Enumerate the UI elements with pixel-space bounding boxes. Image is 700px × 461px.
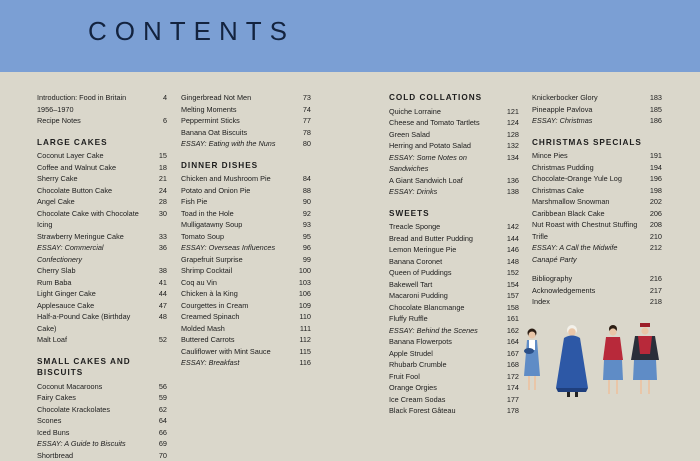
- toc-entry-title: Iced Buns: [37, 427, 149, 439]
- toc-entry-page: 41: [149, 277, 167, 289]
- toc-column-2: [181, 92, 311, 369]
- toc-entry-page: 64: [149, 415, 167, 427]
- toc-entry-title: Christmas Pudding: [532, 162, 644, 174]
- toc-entry-page: 115: [293, 346, 311, 358]
- nurse-with-baby-figure: [524, 329, 540, 391]
- toc-entry-page: 92: [293, 208, 311, 220]
- toc-entry-page: 148: [501, 256, 519, 268]
- toc-entry-title: Shortbread: [37, 450, 149, 461]
- toc-entry-page: 194: [644, 162, 662, 174]
- toc-entry: [389, 394, 519, 406]
- toc-entry-page: 146: [501, 244, 519, 256]
- toc-entry: [532, 150, 662, 162]
- toc-entry-title: Caribbean Black Cake: [532, 208, 644, 220]
- toc-entry-page: 206: [644, 208, 662, 220]
- toc-entry: [389, 233, 519, 245]
- toc-entry: [389, 244, 519, 256]
- toc-entry-page: 69: [149, 438, 167, 450]
- toc-entry-title: ESSAY: Behind the Scenes: [389, 325, 501, 337]
- midwives-illustration: [520, 318, 670, 423]
- toc-entry-title: Nut Roast with Chestnut Stuffing: [532, 219, 644, 231]
- toc-entry-page: 47: [149, 300, 167, 312]
- toc-entry-page: 106: [293, 288, 311, 300]
- toc-entry-page: 6: [149, 115, 167, 127]
- toc-entry-title: Potato and Onion Pie: [181, 185, 293, 197]
- toc-entry: [389, 267, 519, 279]
- toc-entry-page: 178: [501, 405, 519, 417]
- toc-entry: [37, 277, 167, 289]
- toc-entry: [37, 381, 167, 393]
- toc-entry-title: ESSAY: Commercial Confectionery: [37, 242, 149, 265]
- toc-entry-title: ESSAY: Christmas: [532, 115, 644, 127]
- toc-entry: [389, 152, 519, 175]
- toc-entry-title: ESSAY: Drinks: [389, 186, 501, 198]
- toc-entry-page: 90: [293, 196, 311, 208]
- toc-entry: [37, 404, 167, 416]
- toc-entry-page: 216: [644, 273, 662, 285]
- toc-entry: [37, 311, 167, 334]
- toc-entry: [181, 138, 311, 150]
- toc-entry: [37, 208, 167, 231]
- toc-entry-title: Buttered Carrots: [181, 334, 293, 346]
- toc-entry: [389, 175, 519, 187]
- toc-entry-title: Fluffy Ruffle: [389, 313, 501, 325]
- toc-entry: [389, 359, 519, 371]
- toc-entry-page: 124: [501, 117, 519, 129]
- toc-entry-page: 177: [501, 394, 519, 406]
- spacer: [532, 265, 662, 273]
- toc-entry-title: Recipe Notes: [37, 115, 149, 127]
- toc-entry-page: 144: [501, 233, 519, 245]
- toc-entry-page: 99: [293, 254, 311, 266]
- toc-entry-title: Mulligatawny Soup: [181, 219, 293, 231]
- toc-entry-title: Mince Pies: [532, 150, 644, 162]
- toc-entry-title: Angel Cake: [37, 196, 149, 208]
- toc-entry: [181, 219, 311, 231]
- toc-entry-page: 186: [644, 115, 662, 127]
- toc-entry-title: Banana Oat Biscuits: [181, 127, 293, 139]
- toc-entry-page: 138: [501, 186, 519, 198]
- toc-entry-page: 100: [293, 265, 311, 277]
- toc-entry: [181, 208, 311, 220]
- toc-entry-page: 4: [149, 92, 167, 104]
- toc-entry-page: 36: [149, 242, 167, 254]
- toc-entry-title: Tomato Soup: [181, 231, 293, 243]
- toc-entry: [37, 265, 167, 277]
- toc-entry-title: Chicken and Mushroom Pie: [181, 173, 293, 185]
- toc-entry-title: Queen of Puddings: [389, 267, 501, 279]
- toc-entry-title: ESSAY: Overseas Influences: [181, 242, 293, 254]
- toc-entry-title: Gingerbread Not Men: [181, 92, 293, 104]
- toc-entry-title: Banana Coronet: [389, 256, 501, 268]
- toc-entry-page: 152: [501, 267, 519, 279]
- toc-entry-title: ESSAY: A Call the Midwife Canapé Party: [532, 242, 644, 265]
- toc-entry-page: 52: [149, 334, 167, 346]
- toc-entry: [389, 371, 519, 383]
- toc-entry-page: 44: [149, 288, 167, 300]
- toc-entry-page: 196: [644, 173, 662, 185]
- toc-entry-page: 210: [644, 231, 662, 243]
- toc-entry: [181, 242, 311, 254]
- toc-entry-title: Chocolate Blancmange: [389, 302, 501, 314]
- toc-entry-title: Bakewell Tart: [389, 279, 501, 291]
- toc-entry-page: 217: [644, 285, 662, 297]
- toc-entry-page: 78: [293, 127, 311, 139]
- toc-entry-page: 212: [644, 242, 662, 254]
- toc-entry: [389, 348, 519, 360]
- toc-entry-title: Rum Baba: [37, 277, 149, 289]
- toc-entry-title: ESSAY: Breakfast: [181, 357, 293, 369]
- toc-entry: [389, 140, 519, 152]
- toc-entry-page: 15: [149, 150, 167, 162]
- toc-entry: [389, 221, 519, 233]
- toc-entry-page: 158: [501, 302, 519, 314]
- toc-entry-page: 73: [293, 92, 311, 104]
- toc-entry-page: 56: [149, 381, 167, 393]
- toc-entry: [181, 115, 311, 127]
- toc-entry-title: Chocolate-Orange Yule Log: [532, 173, 644, 185]
- section-heading: LARGE CAKES: [37, 137, 167, 149]
- toc-entry-title: Bibliography: [532, 273, 644, 285]
- toc-entry-page: 174: [501, 382, 519, 394]
- toc-entry-title: Scones: [37, 415, 149, 427]
- toc-entry-page: 96: [293, 242, 311, 254]
- toc-entry: [532, 242, 662, 265]
- toc-entry-page: 161: [501, 313, 519, 325]
- section-heading: CHRISTMAS SPECIALS: [532, 137, 662, 149]
- toc-entry: [389, 336, 519, 348]
- toc-entry: [181, 185, 311, 197]
- toc-entry-page: 112: [293, 334, 311, 346]
- toc-entry-title: Coconut Layer Cake: [37, 150, 149, 162]
- toc-entry: [532, 162, 662, 174]
- page-title: CONTENTS: [88, 16, 295, 47]
- toc-entry: [389, 405, 519, 417]
- toc-entry-page: 111: [293, 323, 311, 335]
- toc-entry-title: Marshmallow Snowman: [532, 196, 644, 208]
- toc-entry-page: 80: [293, 138, 311, 150]
- toc-entry: [389, 313, 519, 325]
- toc-entry: [37, 231, 167, 243]
- toc-entry: [532, 273, 662, 285]
- toc-entry-title: ESSAY: Some Notes on Sandwiches: [389, 152, 501, 175]
- toc-entry: [181, 173, 311, 185]
- toc-entry-page: 185: [644, 104, 662, 116]
- toc-entry: [181, 323, 311, 335]
- toc-entry-title: Shrimp Cocktail: [181, 265, 293, 277]
- toc-entry-page: 93: [293, 219, 311, 231]
- toc-entry: [37, 173, 167, 185]
- toc-entry-page: 84: [293, 173, 311, 185]
- toc-entry: [532, 231, 662, 243]
- toc-entry: [532, 196, 662, 208]
- toc-entry: [532, 92, 662, 104]
- toc-entry-page: 136: [501, 175, 519, 187]
- toc-entry-page: 18: [149, 162, 167, 174]
- toc-entry: [181, 334, 311, 346]
- toc-entry-title: Cherry Slab: [37, 265, 149, 277]
- toc-entry: [532, 285, 662, 297]
- toc-entry-page: 103: [293, 277, 311, 289]
- toc-entry: [389, 129, 519, 141]
- toc-entry-title: Coq au Vin: [181, 277, 293, 289]
- toc-entry: [37, 242, 167, 265]
- toc-entry-page: 59: [149, 392, 167, 404]
- toc-entry: [389, 290, 519, 302]
- toc-entry-title: Half-a-Pound Cake (Birthday Cake): [37, 311, 149, 334]
- toc-entry-title: Bread and Butter Pudding: [389, 233, 501, 245]
- toc-entry: [181, 127, 311, 139]
- toc-entry: [37, 115, 167, 127]
- toc-entry: [37, 162, 167, 174]
- toc-entry-title: Banana Flowerpots: [389, 336, 501, 348]
- toc-entry-title: Molded Mash: [181, 323, 293, 335]
- toc-entry: [389, 106, 519, 118]
- toc-entry-title: Fish Pie: [181, 196, 293, 208]
- toc-entry-title: Chocolate Cake with Chocolate Icing: [37, 208, 149, 231]
- toc-entry-page: 128: [501, 129, 519, 141]
- toc-entry-title: Apple Strudel: [389, 348, 501, 360]
- toc-entry-title: Cauliflower with Mint Sauce: [181, 346, 293, 358]
- toc-entry-page: 154: [501, 279, 519, 291]
- toc-entry-page: 21: [149, 173, 167, 185]
- header-banner: [0, 0, 700, 72]
- toc-entry-page: 208: [644, 219, 662, 231]
- toc-entry-title: Creamed Spinach: [181, 311, 293, 323]
- section-heading: SMALL CAKES AND BISCUITS: [37, 356, 167, 379]
- section-heading: SWEETS: [389, 208, 519, 220]
- toc-entry-title: Pineapple Pavlova: [532, 104, 644, 116]
- toc-entry-page: 121: [501, 106, 519, 118]
- toc-entry-title: Herring and Potato Salad: [389, 140, 501, 152]
- toc-entry-title: Black Forest Gâteau: [389, 405, 501, 417]
- toc-entry-page: 164: [501, 336, 519, 348]
- toc-entry: [37, 427, 167, 439]
- toc-entry: [37, 415, 167, 427]
- toc-entry: [532, 185, 662, 197]
- toc-entry-page: 66: [149, 427, 167, 439]
- toc-entry-page: 116: [293, 357, 311, 369]
- toc-entry-page: 28: [149, 196, 167, 208]
- toc-entry: [37, 92, 167, 115]
- toc-entry-page: 88: [293, 185, 311, 197]
- toc-entry: [37, 392, 167, 404]
- toc-entry-page: 95: [293, 231, 311, 243]
- toc-entry-title: Quiche Lorraine: [389, 106, 501, 118]
- toc-entry: [181, 254, 311, 266]
- toc-entry-title: Chocolate Button Cake: [37, 185, 149, 197]
- toc-entry-title: Melting Moments: [181, 104, 293, 116]
- toc-entry-title: Cheese and Tomato Tartlets: [389, 117, 501, 129]
- toc-entry: [389, 186, 519, 198]
- toc-entry-page: 162: [501, 325, 519, 337]
- toc-entry-title: Sherry Cake: [37, 173, 149, 185]
- toc-entry-title: Coconut Macaroons: [37, 381, 149, 393]
- toc-entry: [37, 450, 167, 461]
- toc-column-1: [37, 92, 167, 461]
- toc-entry: [532, 208, 662, 220]
- toc-entry-title: Ice Cream Sodas: [389, 394, 501, 406]
- toc-entry: [37, 185, 167, 197]
- toc-entry: [389, 117, 519, 129]
- toc-entry-page: 132: [501, 140, 519, 152]
- toc-entry-page: 24: [149, 185, 167, 197]
- toc-entry: [532, 115, 662, 127]
- toc-entry: [181, 104, 311, 116]
- toc-entry-page: 33: [149, 231, 167, 243]
- toc-entry: [532, 296, 662, 308]
- toc-entry: [389, 382, 519, 394]
- toc-entry-page: 198: [644, 185, 662, 197]
- toc-entry-page: 62: [149, 404, 167, 416]
- toc-entry-title: Index: [532, 296, 644, 308]
- toc-entry: [181, 265, 311, 277]
- toc-entry: [181, 92, 311, 104]
- toc-entry-title: A Giant Sandwich Loaf: [389, 175, 501, 187]
- toc-entry-page: 30: [149, 208, 167, 220]
- toc-entry: [181, 357, 311, 369]
- toc-entry-title: ESSAY: A Guide to Biscuits: [37, 438, 149, 450]
- toc-entry-page: 77: [293, 115, 311, 127]
- toc-entry-title: Green Salad: [389, 129, 501, 141]
- toc-entry-title: Acknowledgements: [532, 285, 644, 297]
- toc-entry-page: 157: [501, 290, 519, 302]
- nurse-red-cardigan-figure: [603, 325, 623, 394]
- toc-entry: [37, 334, 167, 346]
- toc-entry: [181, 196, 311, 208]
- toc-entry-title: Orange Orgies: [389, 382, 501, 394]
- section-heading: DINNER DISHES: [181, 160, 311, 172]
- toc-entry-page: 183: [644, 92, 662, 104]
- toc-entry: [37, 196, 167, 208]
- toc-entry-title: ESSAY: Eating with the Nuns: [181, 138, 293, 150]
- toc-entry: [389, 279, 519, 291]
- toc-entry: [37, 438, 167, 450]
- toc-entry: [181, 311, 311, 323]
- toc-entry-page: 110: [293, 311, 311, 323]
- toc-entry-title: Malt Loaf: [37, 334, 149, 346]
- toc-entry-page: 167: [501, 348, 519, 360]
- toc-entry-title: Fruit Fool: [389, 371, 501, 383]
- section-heading: COLD COLLATIONS: [389, 92, 519, 104]
- toc-entry-page: 168: [501, 359, 519, 371]
- toc-entry-page: 74: [293, 104, 311, 116]
- toc-entry-title: Lemon Meringue Pie: [389, 244, 501, 256]
- toc-entry: [181, 346, 311, 358]
- toc-entry-title: Coffee and Walnut Cake: [37, 162, 149, 174]
- toc-entry-title: Courgettes in Cream: [181, 300, 293, 312]
- toc-entry-title: Knickerbocker Glory: [532, 92, 644, 104]
- toc-entry: [181, 288, 311, 300]
- toc-entry: [37, 300, 167, 312]
- toc-entry-page: 134: [501, 152, 519, 164]
- toc-entry-title: Christmas Cake: [532, 185, 644, 197]
- toc-entry-page: 172: [501, 371, 519, 383]
- toc-entry-title: Macaroni Pudding: [389, 290, 501, 302]
- toc-entry-title: Chicken à la King: [181, 288, 293, 300]
- toc-entry-page: 48: [149, 311, 167, 323]
- toc-entry-page: 38: [149, 265, 167, 277]
- toc-entry-title: Applesauce Cake: [37, 300, 149, 312]
- toc-entry-page: 191: [644, 150, 662, 162]
- toc-entry-title: Chocolate Krackolates: [37, 404, 149, 416]
- toc-entry: [181, 300, 311, 312]
- toc-entry: [181, 277, 311, 289]
- toc-entry: [532, 173, 662, 185]
- toc-entry-title: Introduction: Food in Britain 1956–1970: [37, 92, 149, 115]
- toc-column-3: [389, 92, 519, 417]
- toc-entry-page: 70: [149, 450, 167, 461]
- toc-entry-title: Fairy Cakes: [37, 392, 149, 404]
- toc-entry: [37, 150, 167, 162]
- toc-entry-title: Strawberry Meringue Cake: [37, 231, 149, 243]
- nun-figure: [556, 325, 588, 397]
- toc-entry: [389, 302, 519, 314]
- toc-entry: [532, 104, 662, 116]
- toc-entry-page: 202: [644, 196, 662, 208]
- toc-entry-title: Rhubarb Crumble: [389, 359, 501, 371]
- toc-entry: [389, 325, 519, 337]
- toc-entry-title: Treacle Sponge: [389, 221, 501, 233]
- toc-entry-title: Peppermint Sticks: [181, 115, 293, 127]
- toc-entry-title: Toad in the Hole: [181, 208, 293, 220]
- toc-entry: [37, 288, 167, 300]
- nurse-cape-figure: [631, 323, 659, 394]
- toc-entry-title: Grapefruit Surprise: [181, 254, 293, 266]
- toc-entry-title: Light Ginger Cake: [37, 288, 149, 300]
- toc-entry: [389, 256, 519, 268]
- toc-entry-page: 218: [644, 296, 662, 308]
- toc-entry: [181, 231, 311, 243]
- toc-entry: [532, 219, 662, 231]
- toc-entry-page: 109: [293, 300, 311, 312]
- toc-entry-page: 142: [501, 221, 519, 233]
- toc-column-4: [532, 92, 662, 308]
- toc-entry-title: Trifle: [532, 231, 644, 243]
